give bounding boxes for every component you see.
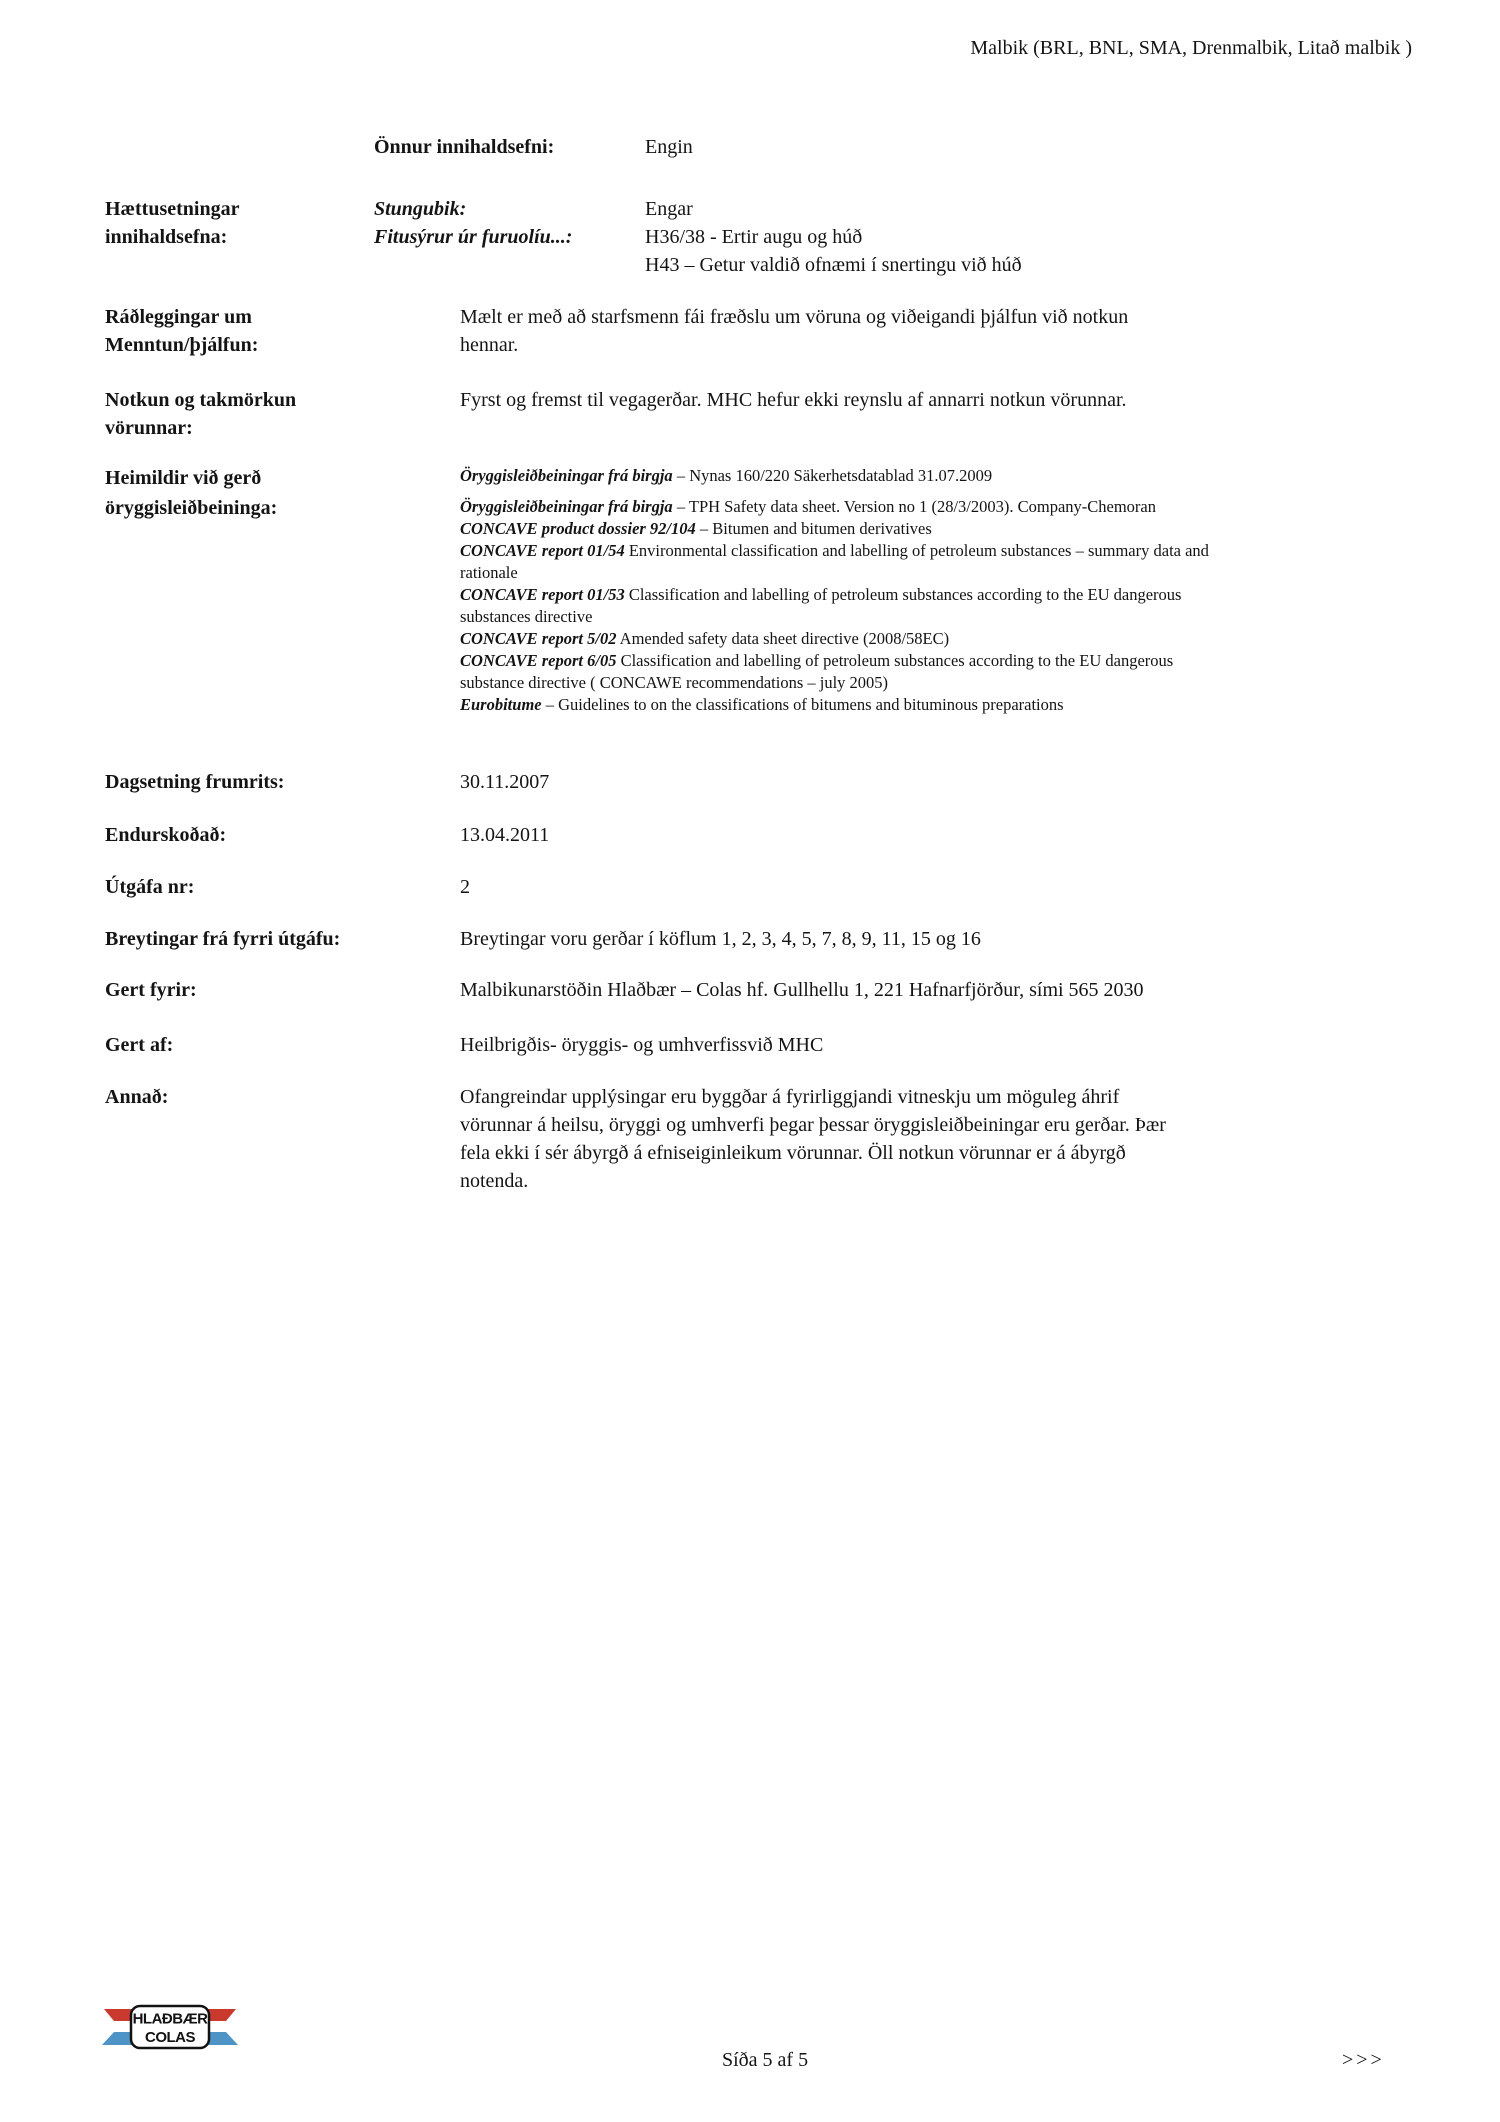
reference-item: CONCAVE report 6/05 Classification and labelling of petroleum substances according to the EU dangerous [460,651,1174,670]
reference-item: CONCAVE report 5/02 Amended safety data sheet directive (2008/58EC) [460,629,950,648]
other-value [460,1083,1166,1195]
references-label-line1: Heimildir við gerð [105,467,262,489]
made-for-label: Gert fyrir: [105,979,197,1001]
reference-item: CONCAVE product dossier 92/104 – Bitumen and bitumen derivatives [460,519,932,538]
reference-item: CONCAVE report 01/54 Environmental classification and labelling of petroleum substances – summary data and [460,541,1209,560]
company-logo [100,2004,240,2050]
reference-item: Eurobitume – Guidelines to on the classifications of bitumens and bituminous preparations [460,695,1064,714]
other-value-line2: vörunnar á heilsu, öryggi og umhverfi þegar þessar öryggisleiðbeiningar eru gerðar. Þær [460,1114,1166,1136]
training-value-line1: Mælt er með að starfsmenn fái fræðslu um vöruna og viðeigandi þjálfun við notkun [460,306,1129,328]
original-date-label: Dagsetning frumrits: [105,771,285,793]
usage-value: Fyrst og fremst til vegagerðar. MHC hefur ekki reynslu af annarri notkun vörunnar. [460,389,1127,411]
hazard-value-h3638: H36/38 - Ertir augu og húð [645,226,863,248]
references-list [460,465,1455,716]
reference-item: CONCAVE report 01/53 Classification and labelling of petroleum substances according to the EU dangerous [460,585,1182,604]
hazard-sublabel-stungubik: Stungubik: [374,198,467,220]
hazard-values [645,195,1022,279]
made-by-label: Gert af: [105,1034,174,1056]
page-number: Síða 5 af 5 [722,2049,809,2071]
changes-label: Breytingar frá fyrri útgáfu: [105,928,341,950]
logo-text-line1: HLAÐBÆR [132,2010,208,2028]
other-value-line4: notenda. [460,1170,529,1192]
hazard-sublabel-fitusyrur: Fitusýrur úr furuolíu...: [374,226,573,248]
logo-text-line2: COLAS [145,2029,195,2046]
training-label-line2: Menntun/þjálfun: [105,334,259,356]
training-label-line1: Ráðleggingar um [105,306,252,328]
hazard-label [105,195,239,251]
revised-value: 13.04.2011 [460,824,550,846]
reference-item-continuation: substances directive [460,607,593,626]
other-ingredients-label: Önnur innihaldsefni: [374,136,555,158]
reference-item: Öryggisleiðbeiningar frá birgja – Nynas 160/220 Säkerhetsdatablad 31.07.2009 [460,466,993,485]
made-by-value: Heilbrigðis- öryggis- og umhverfissvið MHC [460,1034,824,1056]
version-value: 2 [460,876,470,898]
training-value [460,303,1128,359]
references-label-line2: öryggisleiðbeininga: [105,497,278,519]
made-for-value: Malbikunarstöðin Hlaðbær – Colas hf. Gullhellu 1, 221 Hafnarfjörður, sími 565 2030 [460,979,1144,1001]
changes-value: Breytingar voru gerðar í köflum 1, 2, 3, 4, 5, 7, 8, 9, 11, 15 og 16 [460,928,981,950]
reference-item: Öryggisleiðbeiningar frá birgja – TPH Safety data sheet. Version no 1 (28/3/2003). Company-Chemoran [460,497,1157,516]
training-label [105,303,258,359]
hladbaer-colas-logo-graphic [100,2004,240,2050]
revised-label: Endurskoðað: [105,824,227,846]
usage-label-line1: Notkun og takmörkun [105,389,297,411]
hazard-label-line2: innihaldsefna: [105,226,228,248]
training-value-line2: hennar. [460,334,519,356]
other-value-line1: Ofangreindar upplýsingar eru byggðar á fyrirliggjandi vitneskju um möguleg áhrif [460,1086,1120,1108]
original-date-value: 30.11.2007 [460,771,550,793]
hazard-label-line1: Hættusetningar [105,198,240,220]
other-ingredients-value: Engin [645,136,693,158]
other-label: Annað: [105,1086,169,1108]
version-label: Útgáfa nr: [105,876,195,898]
reference-item-continuation: substance directive ( CONCAWE recommendations – july 2005) [460,673,889,692]
hazard-sublabels [374,195,572,251]
hazard-value-h43: H43 – Getur valdið ofnæmi í snertingu við húð [645,254,1022,276]
references-label [105,463,277,523]
usage-label [105,386,296,442]
reference-item-continuation: rationale [460,563,518,582]
usage-label-line2: vörunnar: [105,417,193,439]
next-page-marker: >>> [1342,2049,1385,2071]
doc-header-title: Malbik (BRL, BNL, SMA, Drenmalbik, Litað malbik ) [970,37,1412,59]
hazard-value-engar: Engar [645,198,693,220]
other-value-line3: fela ekki í sér ábyrgð á efniseiginleikum vörunnar. Öll notkun vörunnar er á ábyrgð [460,1142,1126,1164]
